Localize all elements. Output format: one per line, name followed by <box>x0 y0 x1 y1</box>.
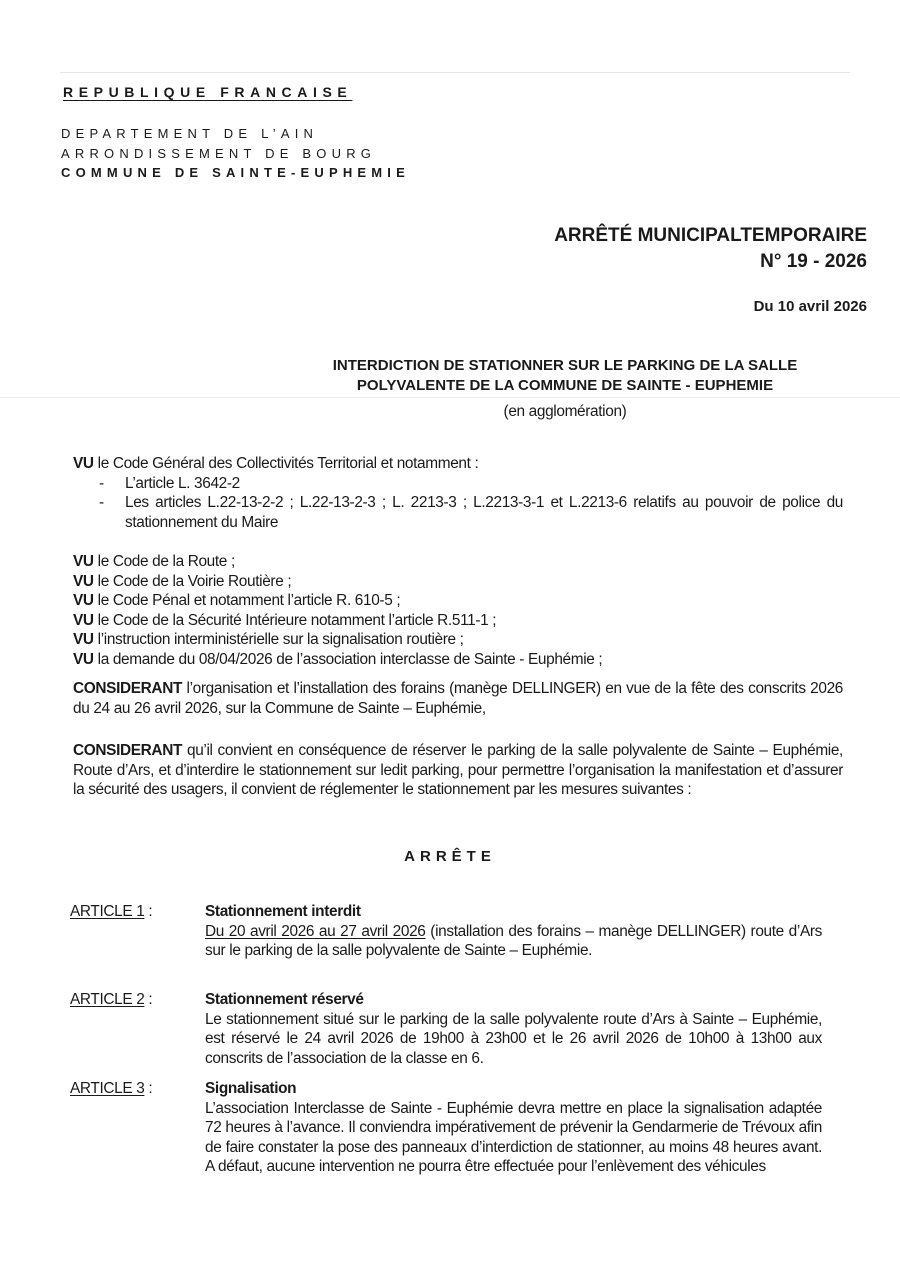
article-content <box>205 902 822 961</box>
considerant-text: l’organisation et l’installation des forains (manège DELLINGER) en vue de la fête des conscrits 2026 du 24 au 26 avril 2026, sur la Commune de Sainte – Euphémie, <box>73 680 843 717</box>
vu-text: l’instruction interministérielle sur la signalisation routière ; <box>97 631 464 649</box>
article-text: L’association Interclasse de Sainte - Euphémie devra mettre en place la signalisation adaptée 72 heures à l’avance. Il conviendra impérativement de prévenir la Gendarmerie de Trévoux afin de faire constater la pose des panneaux d’interdiction de stationner, au moins 48 heures avant. A défaut, aucune intervention ne pourra être effectuée pour l’enlèvement des véhicules <box>205 1099 822 1176</box>
vu-text: le Code de la Sécurité Intérieure notamment l’article R.511-1 ; <box>97 611 497 629</box>
vu-keyword: VU <box>73 611 94 629</box>
vu-text: le Code de la Voirie Routière ; <box>97 572 292 590</box>
vu-text: le Code Général des Collectivités Territorial et notamment : <box>97 455 479 472</box>
departement-line: DEPARTEMENT DE L’AIN <box>61 126 319 141</box>
vu-item <box>73 454 843 474</box>
document-number: N° 19 - 2026 <box>760 251 867 272</box>
vu-text: le Code de la Route ; <box>97 552 235 570</box>
considerant-2 <box>73 741 843 800</box>
article-heading: Stationnement interdit <box>205 903 361 920</box>
considerant-keyword: CONSIDERANT <box>73 742 183 759</box>
vu-sublist <box>73 474 843 533</box>
considerant-text: qu’il convient en conséquence de réserver le parking de la salle polyvalente de Sainte – Euphémie, Route d’Ars, et d’interdire le stationnement sur ledit parking, pour permettre l’organisation la manifestation et d’assurer la sécurité des usagers, il convient de réglementer le stationnement par les mesures suivantes : <box>73 742 843 799</box>
scan-artifact-line <box>60 72 850 73</box>
considerant-1 <box>73 679 843 718</box>
subject-line: INTERDICTION DE STATIONNER SUR LE PARKING DE LA SALLE <box>332 357 798 374</box>
subject-note: (en agglomération) <box>503 403 627 420</box>
considerant-keyword: CONSIDERANT <box>73 680 183 697</box>
commune-line: COMMUNE DE SAINTE-EUPHEMIE <box>61 165 410 180</box>
subject-line: POLYVALENTE DE LA COMMUNE DE SAINTE - EUPHEMIE <box>356 377 774 394</box>
vu-text: le Code Pénal et notamment l’article R. 610-5 ; <box>97 592 401 610</box>
vu-item <box>73 611 843 631</box>
article-text: Le stationnement situé sur le parking de la salle polyvalente route d’Ars à Sainte – Euphémie, est réservé le 24 avril 2026 de 19h00 à 23h00 et le 26 avril 2026 de 10h00 à 13h00 aux conscrits de l’association de la classe en 6. <box>205 1010 822 1067</box>
article-heading: Stationnement réservé <box>205 991 364 1008</box>
vu-keyword: VU <box>73 631 94 649</box>
vu-subitem: - Les articles L.22-13-2-2 ; L.22-13-2-3 ; L. 2213-3 ; L.2213-3-1 et L.2213-6 relatifs au pouvoir de police du stationnement du Maire <box>125 493 843 532</box>
vu-keyword: VU <box>73 592 94 610</box>
document-date: Du 10 avril 2026 <box>753 298 867 315</box>
arrete-heading: ARRÊTE <box>404 848 496 865</box>
article-2 <box>70 990 822 1068</box>
article-label: ARTICLE 3 : <box>70 1080 153 1097</box>
article-dates: Du 20 avril 2026 au 27 avril 2026 <box>205 922 426 940</box>
article-label: ARTICLE 1 : <box>70 903 153 920</box>
article-1 <box>70 902 822 961</box>
article-content <box>205 990 822 1068</box>
republique-heading: REPUBLIQUE FRANCAISE <box>63 84 353 100</box>
article-3 <box>70 1079 822 1177</box>
vu-item <box>73 630 843 650</box>
vu-keyword: VU <box>73 572 94 590</box>
vu-subitem: - L’article L. 3642-2 <box>125 474 843 494</box>
vu-item <box>73 572 843 592</box>
vu-keyword: VU <box>73 552 94 570</box>
vu-section <box>73 454 843 670</box>
article-content <box>205 1079 822 1177</box>
document-title: ARRÊTÉ MUNICIPALTEMPORAIRE <box>554 225 867 246</box>
scan-artifact-line <box>0 397 900 398</box>
article-text: (installation des forains – manège DELLINGER) route d’Ars sur le parking de la salle polyvalente de Sainte – Euphémie. <box>205 922 822 960</box>
vu-item <box>73 591 843 611</box>
vu-keyword: VU <box>73 650 94 668</box>
vu-text: la demande du 08/04/2026 de l’association interclasse de Sainte - Euphémie ; <box>97 650 603 668</box>
article-label: ARTICLE 2 : <box>70 991 153 1008</box>
vu-keyword: VU <box>73 455 94 472</box>
subject <box>250 356 880 396</box>
vu-item <box>73 552 843 572</box>
arrondissement-line: ARRONDISSEMENT DE BOURG <box>61 146 377 161</box>
vu-item <box>73 650 843 670</box>
article-heading: Signalisation <box>205 1080 297 1097</box>
